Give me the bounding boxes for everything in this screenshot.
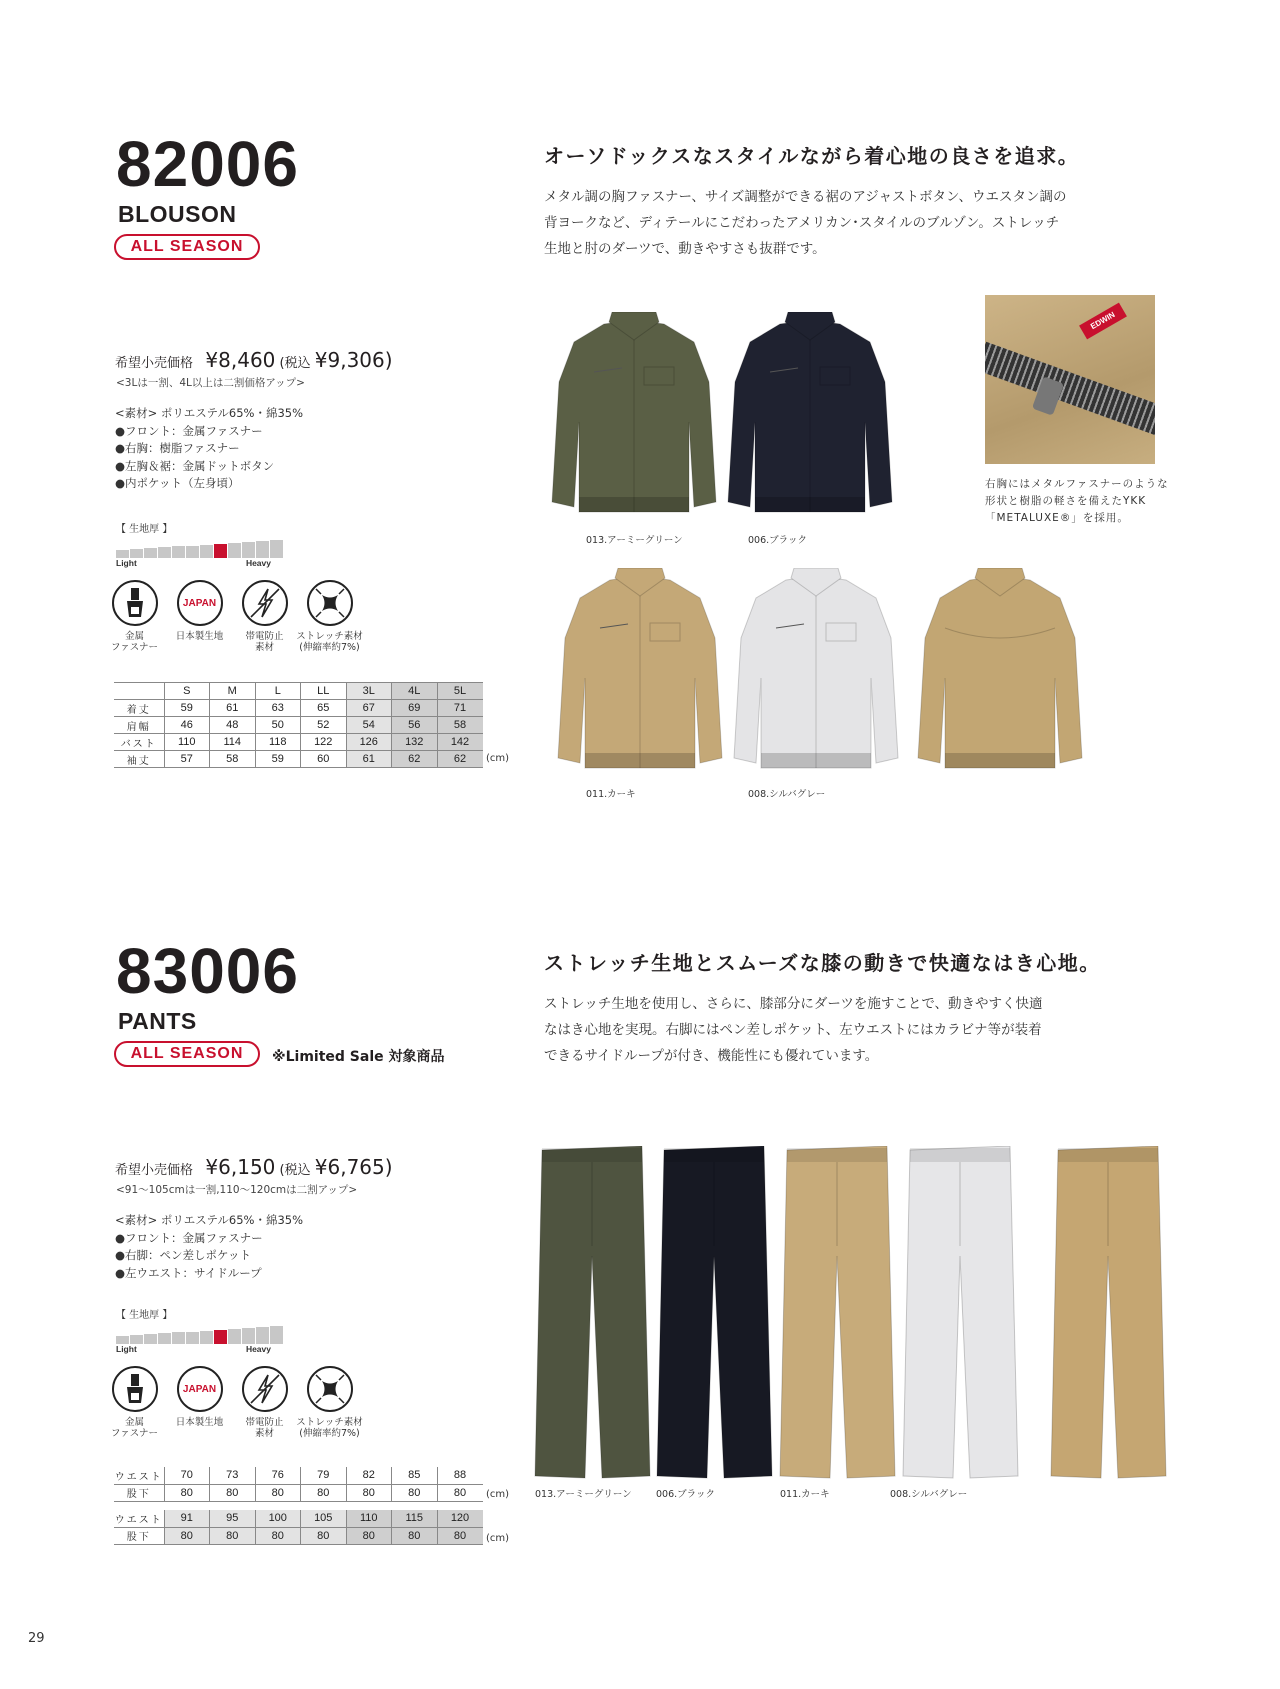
table-row <box>114 683 483 700</box>
label-line: 素材 <box>254 642 274 653</box>
table-cell: 105 <box>301 1510 347 1527</box>
limited-sale-note: ※Limited Sale 対象商品 <box>272 1049 445 1065</box>
thickness-label: 【 生地厚 】 <box>116 1310 173 1321</box>
product-type: BLOUSON <box>118 201 237 227</box>
color-caption: 008.シルバグレー <box>748 789 826 800</box>
thickness-gauge <box>116 520 283 568</box>
thickness-step <box>144 1334 157 1344</box>
table-cell: 70 <box>164 1467 210 1484</box>
tax-close: ) <box>384 1155 393 1179</box>
pants-shape <box>775 1146 900 1481</box>
description-line: できるサイドループが付き、機能性にも優れています。 <box>544 1048 879 1064</box>
zipper-caption <box>985 476 1169 527</box>
japan-text: JAPAN <box>182 1383 217 1395</box>
price-value: ¥8,460 <box>205 348 276 372</box>
feature: ●左ウエスト：サイドループ <box>115 1265 262 1280</box>
table-cell: 63 <box>255 700 301 717</box>
table-cell: 52 <box>301 717 347 734</box>
table-cell: 114 <box>210 734 256 751</box>
table-cell: 115 <box>392 1510 438 1527</box>
color-caption: 011.カーキ <box>780 1489 830 1500</box>
description-line: 生地と肘のダーツで、動きやすさも抜群です。 <box>544 241 826 257</box>
pants-shape <box>898 1146 1023 1481</box>
table-cell: 80 <box>301 1484 347 1501</box>
price-note: <3Lは一割、4L以上は二割価格アップ> <box>116 377 305 389</box>
table-cell: 59 <box>164 700 210 717</box>
row-header <box>114 683 164 700</box>
thickness-label: 【 生地厚 】 <box>116 524 173 535</box>
table-cell: 59 <box>255 751 301 768</box>
size-table-regular <box>114 1467 483 1502</box>
feature: ●フロント：金属ファスナー <box>115 423 263 438</box>
label-line: 日本製生地 <box>175 631 224 642</box>
color-caption: 006.ブラック <box>656 1489 715 1500</box>
table-cell: 80 <box>346 1527 392 1544</box>
table-cell: 79 <box>301 1467 347 1484</box>
size-table-large <box>114 1510 483 1545</box>
feature-icon-item <box>167 1366 232 1439</box>
table-cell: 61 <box>346 751 392 768</box>
metal-zipper-icon <box>112 580 158 626</box>
table-cell: 80 <box>301 1527 347 1544</box>
feature-icon-label <box>295 631 365 653</box>
jacket-shape <box>720 312 900 527</box>
table-cell: 142 <box>437 734 483 751</box>
thickness-step <box>242 1328 255 1344</box>
heavy-label: Heavy <box>245 558 271 568</box>
brand-tag: EDWIN <box>1079 303 1127 340</box>
feature-icon-item <box>232 1366 297 1439</box>
label-line: ファスナー <box>110 642 159 653</box>
light-label: Light <box>116 1344 137 1354</box>
photo-jacket-back <box>910 568 1090 787</box>
label-line: 素材 <box>254 1428 274 1439</box>
table-cell: 54 <box>346 717 392 734</box>
photo-jacket-silver-grey <box>726 568 906 787</box>
color-caption: 006.ブラック <box>748 535 807 546</box>
table-cell: 62 <box>392 751 438 768</box>
table-cell: 48 <box>210 717 256 734</box>
jacket-shape <box>544 312 724 527</box>
label-line: 金属 <box>124 631 144 642</box>
antistatic-icon <box>242 580 288 626</box>
table-cell: 4L <box>392 683 438 700</box>
color-caption: 013.アーミーグリーン <box>535 1489 632 1500</box>
product-number: 83006 <box>116 935 299 1007</box>
table-row <box>114 1510 483 1527</box>
table-cell: 46 <box>164 717 210 734</box>
thickness-step <box>200 1331 213 1344</box>
photo-pants-silver-grey <box>898 1146 1023 1485</box>
jacket-shape <box>550 568 730 783</box>
row-header: 着丈 <box>114 700 164 717</box>
table-cell: 80 <box>392 1527 438 1544</box>
description-line: ストレッチ生地を使用し、さらに、膝部分にダーツを施すことで、動きやすく快適 <box>544 996 1043 1012</box>
spec-list <box>115 1212 303 1282</box>
thickness-step <box>130 549 143 558</box>
table-cell: S <box>164 683 210 700</box>
feature-icon-item <box>297 1366 362 1439</box>
table-cell: 80 <box>210 1527 256 1544</box>
description <box>544 184 1066 262</box>
table-cell: 110 <box>164 734 210 751</box>
thickness-step <box>214 544 227 558</box>
table-cell: 73 <box>210 1467 256 1484</box>
price-note: <91〜105cmは一割,110〜120cmは二割アップ> <box>116 1184 358 1196</box>
price <box>115 1156 393 1178</box>
label-line: ファスナー <box>110 1428 159 1439</box>
thickness-step <box>116 550 129 558</box>
color-caption: 011.カーキ <box>586 789 636 800</box>
label-line: ストレッチ素材 <box>296 631 363 642</box>
label-line: 金属 <box>124 1417 144 1428</box>
table-row <box>114 717 483 734</box>
table-cell: 65 <box>301 700 347 717</box>
feature-icon-item <box>102 1366 167 1439</box>
label-line: 日本製生地 <box>175 1417 224 1428</box>
row-header: 袖丈 <box>114 751 164 768</box>
thickness-step <box>116 1336 129 1344</box>
table-cell: 126 <box>346 734 392 751</box>
thickness-step <box>130 1335 143 1344</box>
row-header: バスト <box>114 734 164 751</box>
table-cell: 82 <box>346 1467 392 1484</box>
feature-icon-label <box>165 631 235 642</box>
row-header: 股下 <box>114 1484 164 1501</box>
thickness-step <box>214 1330 227 1344</box>
table-cell: 80 <box>255 1527 301 1544</box>
feature-icon-item <box>232 580 297 653</box>
row-header: 股下 <box>114 1527 164 1544</box>
table-row <box>114 1467 483 1484</box>
label-line: 帯電防止 <box>245 631 284 642</box>
pants-shape <box>652 1146 777 1481</box>
row-header: ウエスト <box>114 1510 164 1527</box>
feature-icon-label <box>165 1417 235 1428</box>
caption-line: 形状と樹脂の軽さを備えたYKK <box>985 495 1147 507</box>
photo-pants-khaki <box>775 1146 900 1485</box>
photo-jacket-army-green <box>544 312 724 531</box>
unit-label: (cm) <box>486 1533 510 1544</box>
table-cell: LL <box>301 683 347 700</box>
description <box>544 991 1043 1069</box>
table-cell: 100 <box>255 1510 301 1527</box>
table-cell: 5L <box>437 683 483 700</box>
tax-label: (税込 <box>279 1163 311 1178</box>
table-cell: 71 <box>437 700 483 717</box>
table-cell: M <box>210 683 256 700</box>
price-value: ¥6,150 <box>205 1155 276 1179</box>
page-number: 29 <box>28 1631 45 1646</box>
table-cell: 85 <box>392 1467 438 1484</box>
table-row <box>114 700 483 717</box>
table-cell: L <box>255 683 301 700</box>
japan-icon <box>177 580 223 626</box>
pants-shape <box>530 1146 655 1481</box>
feature-icon-label <box>230 631 300 653</box>
table-row <box>114 1484 483 1501</box>
label-line: ストレッチ素材 <box>296 1417 363 1428</box>
japan-text: JAPAN <box>182 597 217 609</box>
jacket-shape <box>910 568 1090 783</box>
feature: ●左胸＆裾：金属ドットボタン <box>115 458 275 473</box>
tax-price-value: ¥9,306 <box>314 348 385 372</box>
light-label: Light <box>116 558 137 568</box>
table-cell: 80 <box>164 1484 210 1501</box>
feature-icon-item <box>297 580 362 653</box>
metal-zipper-icon <box>112 1366 158 1412</box>
table-cell: 122 <box>301 734 347 751</box>
thickness-step <box>270 540 283 558</box>
size-table <box>114 682 483 768</box>
photo-jacket-black <box>720 312 900 531</box>
row-header: 肩幅 <box>114 717 164 734</box>
table-cell: 3L <box>346 683 392 700</box>
table-cell: 80 <box>255 1484 301 1501</box>
thickness-bar <box>116 538 283 558</box>
thickness-step <box>172 546 185 558</box>
table-cell: 60 <box>301 751 347 768</box>
thickness-step <box>228 543 241 558</box>
feature-icon-label <box>100 1417 170 1439</box>
product-number: 82006 <box>116 128 299 200</box>
season-badge: ALL SEASON <box>114 1041 260 1067</box>
tax-price-value: ¥6,765 <box>314 1155 385 1179</box>
table-row <box>114 751 483 768</box>
table-cell: 50 <box>255 717 301 734</box>
table-cell: 132 <box>392 734 438 751</box>
price-label: 希望小売価格 <box>115 356 194 371</box>
headline: オーソドックスなスタイルながら着心地の良さを追求。 <box>544 144 1080 168</box>
thickness-step <box>256 1327 269 1344</box>
season-badge: ALL SEASON <box>114 234 260 260</box>
feature-icon-item <box>102 580 167 653</box>
thickness-step <box>228 1329 241 1344</box>
table-row <box>114 734 483 751</box>
feature-icons <box>102 1366 362 1439</box>
thickness-step <box>158 1333 171 1344</box>
feature: ●右脚：ペン差しポケット <box>115 1248 251 1262</box>
table-cell: 91 <box>164 1510 210 1527</box>
product-type: PANTS <box>118 1008 197 1034</box>
price-label: 希望小売価格 <box>115 1163 194 1178</box>
label-line: (伸縮率約7%) <box>299 642 360 653</box>
photo-pants-back <box>1046 1146 1171 1485</box>
color-caption: 013.アーミーグリーン <box>586 535 683 546</box>
feature-icon-label <box>230 1417 300 1439</box>
feature-icons <box>102 580 362 653</box>
feature: ●フロント：金属ファスナー <box>115 1230 263 1245</box>
table-cell: 80 <box>346 1484 392 1501</box>
photo-pants-black <box>652 1146 777 1485</box>
color-caption: 008.シルバグレー <box>890 1489 968 1500</box>
headline: ストレッチ生地とスムーズな膝の動きで快適なはき心地。 <box>544 951 1101 975</box>
thickness-step <box>270 1326 283 1344</box>
feature-icon-label <box>100 631 170 653</box>
thickness-step <box>158 547 171 558</box>
table-cell: 76 <box>255 1467 301 1484</box>
description-line: メタル調の胸ファスナー、サイズ調整ができる裾のアジャストボタン、ウエスタン調の <box>544 189 1067 205</box>
feature-icon-label <box>295 1417 365 1439</box>
thickness-step <box>186 546 199 559</box>
table-cell: 56 <box>392 717 438 734</box>
label-line: 帯電防止 <box>245 1417 284 1428</box>
thickness-step <box>186 1332 199 1345</box>
table-cell: 95 <box>210 1510 256 1527</box>
unit-label: (cm) <box>486 753 510 764</box>
jacket-shape <box>726 568 906 783</box>
photo-zipper-detail <box>985 295 1155 464</box>
caption-line: 右胸にはメタルファスナーのような <box>985 478 1169 490</box>
price <box>115 349 393 371</box>
table-cell: 118 <box>255 734 301 751</box>
thickness-step <box>200 545 213 558</box>
tax-close: ) <box>384 348 393 372</box>
table-cell: 80 <box>392 1484 438 1501</box>
thickness-step <box>242 542 255 558</box>
table-cell: 80 <box>437 1484 483 1501</box>
thickness-step <box>256 541 269 558</box>
table-cell: 88 <box>437 1467 483 1484</box>
label-line: (伸縮率約7%) <box>299 1428 360 1439</box>
table-cell: 110 <box>346 1510 392 1527</box>
thickness-bar <box>116 1324 283 1344</box>
description-line: なはき心地を実現。右脚にはペン差しポケット、左ウエストにはカラビナ等が装着 <box>544 1022 1042 1038</box>
thickness-step <box>144 548 157 558</box>
table-row <box>114 1527 483 1544</box>
feature-icon-item <box>167 580 232 653</box>
table-cell: 80 <box>210 1484 256 1501</box>
table-cell: 58 <box>210 751 256 768</box>
spec-list <box>115 405 303 493</box>
stretch-icon <box>307 1366 353 1412</box>
feature: ●右胸：樹脂ファスナー <box>115 441 240 455</box>
thickness-gauge <box>116 1306 283 1354</box>
table-cell: 80 <box>437 1527 483 1544</box>
stretch-icon <box>307 580 353 626</box>
photo-pants-army-green <box>530 1146 655 1485</box>
material: <素材> ポリエステル65%・綿35% <box>115 1213 304 1227</box>
table-cell: 120 <box>437 1510 483 1527</box>
feature: ●内ポケット（左身頃） <box>115 476 240 490</box>
table-cell: 69 <box>392 700 438 717</box>
thickness-step <box>172 1332 185 1344</box>
table-cell: 58 <box>437 717 483 734</box>
table-cell: 67 <box>346 700 392 717</box>
tax-label: (税込 <box>279 356 311 371</box>
description-line: 背ヨークなど、ディテールにこだわったアメリカン･スタイルのブルゾン。ストレッチ <box>544 215 1060 231</box>
photo-jacket-khaki <box>550 568 730 787</box>
caption-line: 「METALUXE®」を採用。 <box>985 512 1129 524</box>
zipper-teeth <box>985 342 1155 439</box>
material: <素材> ポリエステル65%・綿35% <box>115 406 304 420</box>
row-header: ウエスト <box>114 1467 164 1484</box>
heavy-label: Heavy <box>245 1344 271 1354</box>
antistatic-icon <box>242 1366 288 1412</box>
table-cell: 57 <box>164 751 210 768</box>
table-cell: 61 <box>210 700 256 717</box>
japan-icon <box>177 1366 223 1412</box>
pants-shape <box>1046 1146 1171 1481</box>
unit-label: (cm) <box>486 1489 510 1500</box>
table-cell: 80 <box>164 1527 210 1544</box>
table-cell: 62 <box>437 751 483 768</box>
